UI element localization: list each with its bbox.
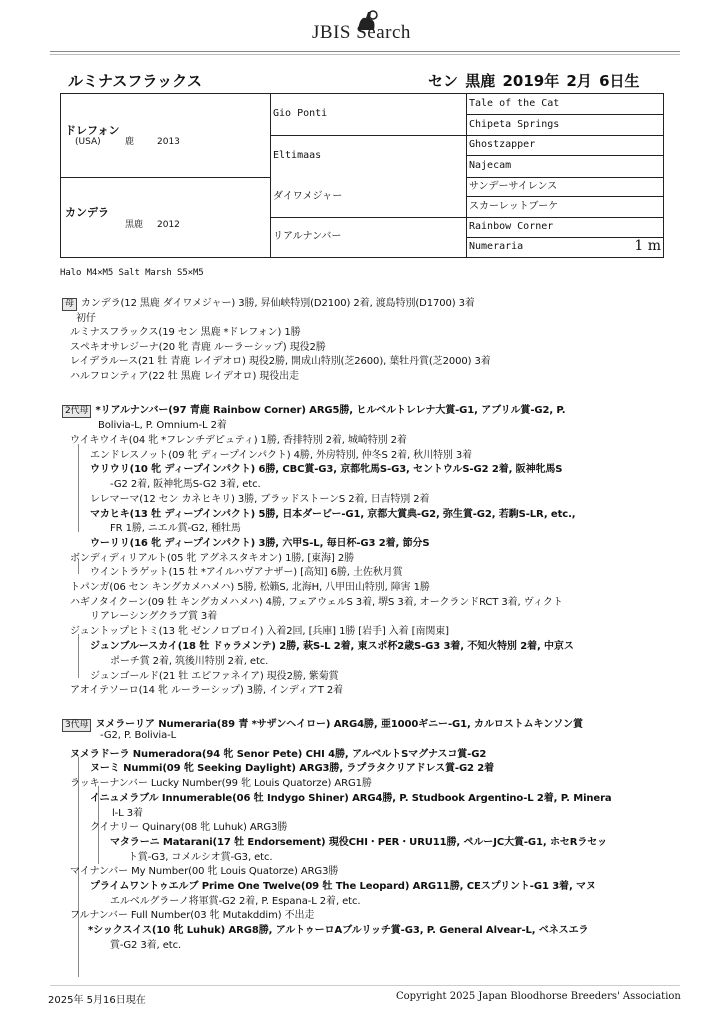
- third-dam-line-13: フルナンバー Full Number(03 牝 Mutakddim) 不出走: [70, 910, 315, 921]
- dam-line-5: ハルフロンティア(22 牡 黒鹿 レイデオロ) 現役出走: [70, 371, 299, 382]
- second-dam-line-10: ボンディディリアルト(05 牝 アグネスタキオン) 1勝, [東海] 2勝: [70, 553, 355, 564]
- second-dam-line-6: レレマーマ(12 セン カネヒキリ) 3勝, ブラッドストーンS 2着, 日吉特別 2着: [90, 494, 430, 505]
- third-dam-line-2: ヌメラドーラ Numeradora(94 牝 Senor Pete) CHI 4勝, アルベルトSマグナスコ賞-G2: [70, 749, 487, 760]
- dam-line-3: スペキオサレジーナ(20 牝 青鹿 ルーラーシップ) 現役2勝: [70, 342, 326, 353]
- third-dam-line-6: l-L 3着: [112, 808, 143, 819]
- second-dam-badge: 2代母: [62, 405, 91, 418]
- third-dam-line-10: マイナンバー My Number(00 牝 Louis Quatorze) ARG3勝: [70, 866, 339, 877]
- third-dam-line-7: クイナリー Quinary(08 牝 Luhuk) ARG3勝: [90, 822, 288, 833]
- header-divider-2: [50, 54, 680, 55]
- header-divider: [50, 51, 680, 52]
- sire-year: 2013: [157, 137, 180, 147]
- third-dam-line-5: イニュメラブル Innumerable(06 牡 Indygo Shiner) ARG4勝, P. Studbook Argentino-L 2着, P. Minera: [90, 793, 612, 804]
- dam-name[interactable]: カンデラ: [65, 206, 109, 219]
- third-dam-line-4: ラッキーナンバー Lucky Number(99 牝 Louis Quatorze) ARG1勝: [70, 778, 372, 789]
- horse-sex-color-birth: セン 黒鹿 2019年 2月 6日生: [428, 72, 640, 90]
- second-dam-line-11: ウイントラゲット(15 牡 *アイルハヴアナザー) [高知] 6勝, 土佐秋月賞: [90, 567, 403, 578]
- third-dam-line-12: エルベルグラーノ将軍賞-G2 2着, P. Espana-L 2着, etc.: [110, 896, 361, 907]
- as-of-date: 2025年 5月16日現在: [48, 995, 146, 1006]
- second-dam-line-8: FR 1勝, ニエル賞-G2, 種牡馬: [110, 523, 241, 534]
- great-grandparent-3: Ghostzapper: [466, 135, 663, 156]
- great-grandparent-5: サンデーサイレンス: [466, 177, 663, 197]
- second-dam-line-18: ジュンゴールド(21 牡 エピファネイア) 現役2勝, 紫菊賞: [90, 671, 339, 682]
- second-dam-line-4: ウリウリ(10 牝 ディープインパクト) 6勝, CBC賞-G3, 京都牝馬S-G3, セントウルS-G2 2着, 阪神牝馬S: [90, 464, 563, 475]
- sire-cell: [61, 94, 271, 178]
- sire-color: 鹿: [125, 137, 135, 147]
- grandsire-1: Gio Ponti: [270, 94, 467, 136]
- tree-bar-1: [78, 444, 79, 532]
- second-dam-line-13: ハギノタイクーン(09 牡 キングカメハメハ) 4勝, フェアウェルS 3着, 堺S 3着, オークランドRCT 3着, ヴィクト: [70, 597, 563, 608]
- third-dam-line-9: ト賞-G3, コメルシオ賞-G3, etc.: [128, 852, 273, 863]
- third-dam-line-1: -G2, P. Bolivia-L: [100, 730, 177, 741]
- tree-bar-2: [78, 560, 79, 574]
- copyright: Copyright 2025 Japan Bloodhorse Breeders' Association: [396, 991, 681, 1002]
- second-dam-line-17: ポーチ賞 2着, 筑後川特別 2着, etc.: [110, 656, 269, 667]
- great-grandparent-6: スカーレットブーケ: [466, 196, 663, 218]
- second-dam-line-12: トパンガ(06 セン キングカメハメハ) 5勝, 松籟S, 北海H, 八甲田山特別, 障害 1勝: [70, 582, 430, 593]
- second-dam-line-15: ジュントップヒトミ(13 牝 ゼンノロブロイ) 入着2回, [兵庫] 1勝 [岩手] 入着 [南関東]: [70, 626, 449, 637]
- sire-origin: (USA): [75, 137, 101, 147]
- dam-year: 2012: [157, 220, 180, 230]
- dam-line-2: ルミナスフラックス(19 セン 黒鹿 *ドレフォン) 1勝: [70, 327, 301, 338]
- great-grandparent-7: Rainbow Corner: [466, 217, 663, 238]
- second-dam-line-14: リアレーシングクラブ賞 3着: [90, 611, 218, 622]
- great-grandparent-8: Numeraria 1 m: [469, 238, 661, 254]
- dam-badge: 母: [62, 298, 77, 311]
- tree-bar-3: [78, 634, 79, 678]
- second-dam-line-16: ジュンブルースカイ(18 牡 ドゥラメンテ) 2勝, 萩S-L 2着, 東スポ杯2歳S-G3 3着, 不知火特別 2着, 中京ス: [90, 641, 574, 652]
- dam-cell: [61, 177, 271, 258]
- third-dam-line-14: *シックスイス(10 牝 Luhuk) ARG8勝, アルトゥーロAブルリッチ賞-G3, P. General Alvear-L, ベネスエラ: [88, 925, 589, 936]
- third-dam-line-11: プライムワントゥエルブ Prime One Twelve(09 牡 The Leopard) ARG11勝, CEスプリント-G1 3着, マヌ: [90, 881, 596, 892]
- family-number: 1 m: [634, 238, 661, 254]
- dam-line-0: 母 カンデラ(12 黒鹿 ダイワメジャー) 3勝, 昇仙峡特別(D2100) 2着, 渡島特別(D1700) 3着: [62, 294, 475, 311]
- second-dam-line-5: -G2 2着, 阪神牝馬S-G2 3着, etc.: [110, 479, 261, 490]
- granddam-2: リアルナンバー: [270, 217, 467, 258]
- grandsire-2: ダイワメジャー: [270, 177, 467, 218]
- great-grandparent-4: Najecam: [466, 155, 663, 178]
- great-grandparent-2: Chipeta Springs: [466, 114, 663, 136]
- footer-divider: [50, 985, 680, 986]
- second-dam-line-1: Bolivia-L, P. Omnium-L 2着: [98, 420, 227, 431]
- third-dam-line-8: マタラーニ Matarani(17 牡 Endorsement) 現役CHI・PER・URU11勝, ペルーJC大賞-G1, ホセRラセッ: [110, 837, 608, 848]
- dam-color: 黒鹿: [125, 220, 144, 230]
- jbis-logo[interactable]: JBIS Search: [312, 22, 411, 43]
- second-dam-line-9: ウーリリ(16 牝 ディープインパクト) 3勝, 六甲S-L, 毎日杯-G3 2着, 節分S: [90, 538, 430, 549]
- second-dam-line-0: 2代母 *リアルナンバー(97 青鹿 Rainbow Corner) ARG5勝, ヒルベルトレレナ大賞-G1, アブリル賞-G2, P.: [62, 401, 566, 418]
- second-dam-line-2: ウイキウイキ(04 牝 *フレンチデピュティ) 1勝, 香排特別 2着, 城崎特別 2着: [70, 435, 407, 446]
- inbreeding-info: Halo M4×M5 Salt Marsh S5×M5: [60, 268, 204, 278]
- third-dam-line-15: 賞-G2 3着, etc.: [110, 940, 182, 951]
- third-dam-badge: 3代母: [62, 719, 91, 732]
- second-dam-line-7: マカヒキ(13 牡 ディープインパクト) 5勝, 日本ダービー-G1, 京都大賞典-G2, 弥生賞-G2, 若駒S-LR, etc.,: [90, 509, 576, 520]
- dam-line-4: レイデラルース(21 牡 青鹿 レイデオロ) 現役2勝, 開成山特別(芝2600), 葉牡丹賞(芝2000) 3着: [70, 356, 491, 367]
- third-dam-line-0: 3代母 ヌメラーリア Numeraria(89 青 *サザンヘイロー) ARG4勝, 亜1000ギニー-G1, カルロストムキンソン賞: [62, 715, 583, 732]
- second-dam-line-3: エンドレスノット(09 牝 ディープインパクト) 4勝, 外房特別, 仲冬S 2着, 秋川特別 3着: [90, 450, 473, 461]
- pedigree-table: [60, 93, 664, 258]
- dam-line-1: 初仔: [76, 313, 96, 324]
- granddam-1: Eltimaas: [270, 135, 467, 178]
- third-dam-line-3: ヌーミ Nummi(09 牝 Seeking Daylight) ARG3勝, ラプラタクリアドレス賞-G2 2着: [90, 763, 495, 774]
- great-grandparent-1: Tale of the Cat: [466, 94, 663, 115]
- horse-name: ルミナスフラックス: [68, 72, 202, 90]
- sire-name[interactable]: ドレフォン: [65, 124, 120, 137]
- second-dam-line-19: アオイテソーロ(14 牝 ルーラーシップ) 3勝, インディアT 2着: [70, 685, 344, 696]
